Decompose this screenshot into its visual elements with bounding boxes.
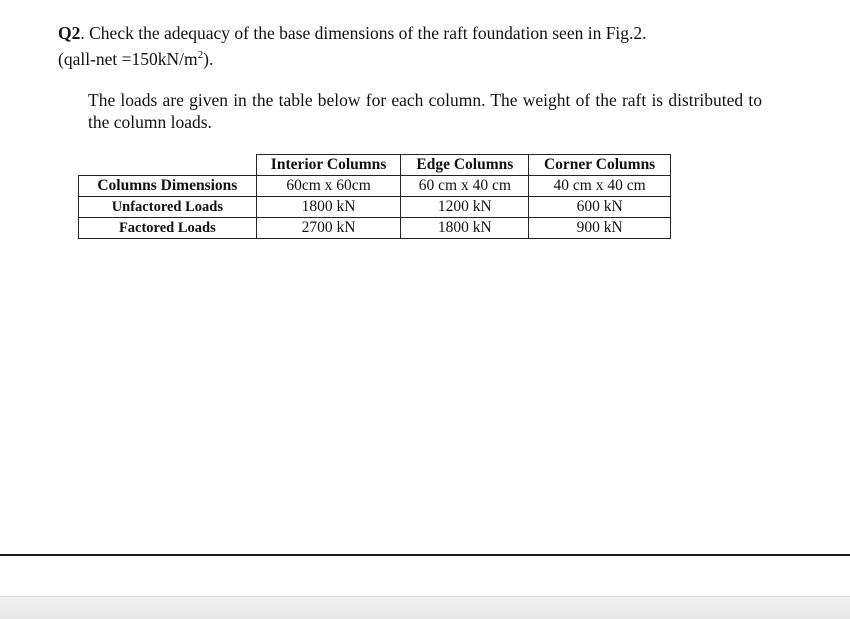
- table-header-edge: Edge Columns: [401, 155, 529, 176]
- table-header-row: [79, 155, 671, 176]
- cell-interior-unfactored: 1800 kN: [256, 197, 401, 218]
- table-header-corner-cell: [79, 155, 257, 176]
- page-divider: [0, 554, 850, 556]
- cell-corner-dimensions: 40 cm x 40 cm: [529, 176, 671, 197]
- cell-edge-dimensions: 60 cm x 40 cm: [401, 176, 529, 197]
- question-label: Q2: [58, 23, 81, 43]
- cell-edge-factored: 1800 kN: [401, 218, 529, 239]
- cell-edge-unfactored: 1200 kN: [401, 197, 529, 218]
- table-row: [79, 176, 671, 197]
- table-row: [79, 197, 671, 218]
- question-text: . Check the adequacy of the base dimensions of the raft foundation seen in Fig.2.: [80, 23, 647, 43]
- table-row: [79, 218, 671, 239]
- row-label-unfactored: Unfactored Loads: [79, 197, 257, 218]
- row-label-dimensions: Columns Dimensions: [79, 176, 257, 197]
- cell-interior-factored: 2700 kN: [256, 218, 401, 239]
- table-header-corner: Corner Columns: [529, 155, 671, 176]
- table-header-interior: Interior Columns: [256, 155, 401, 176]
- question-line-1: [58, 22, 647, 44]
- allowable-pressure-prefix: (qall-net =150kN/m: [58, 48, 198, 69]
- viewer-bottom-bar: [0, 596, 850, 619]
- cell-corner-unfactored: 600 kN: [529, 197, 671, 218]
- allowable-pressure-suffix: ).: [203, 48, 214, 69]
- row-label-factored: Factored Loads: [79, 218, 257, 239]
- question-line-2: [58, 44, 213, 70]
- cell-interior-dimensions: 60cm x 60cm: [256, 176, 401, 197]
- allowable-pressure-superscript: 2: [197, 49, 204, 61]
- column-loads-table: [78, 154, 671, 239]
- cell-corner-factored: 900 kN: [529, 218, 671, 239]
- loads-paragraph: The loads are given in the table below for each column. The weight of the raft is distributed to the column loads.: [88, 90, 762, 132]
